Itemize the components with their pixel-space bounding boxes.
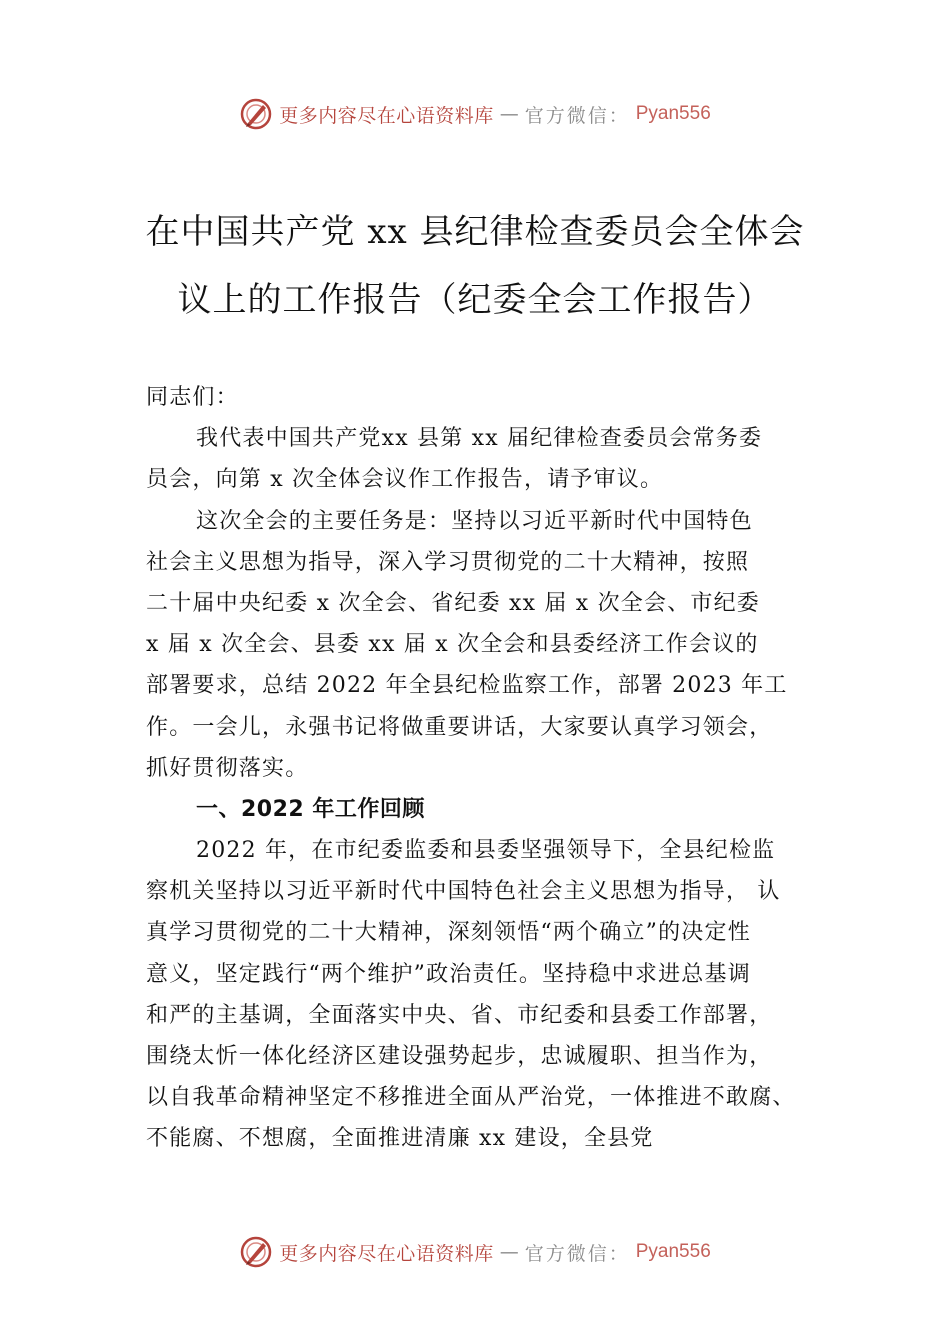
banner-dash: — xyxy=(499,1241,519,1263)
paragraph-line: 察机关坚持以习近平新时代中国特色社会主义思想为指导， 认 xyxy=(146,879,781,905)
paragraph-line: 社会主义思想为指导，深入学习贯彻党的二十大精神，按照 xyxy=(146,549,750,575)
paragraph-line: 部署要求，总结 2022 年全县纪检监察工作，部署 2023 年工 xyxy=(146,673,788,699)
paragraph-line: 围绕太忻一体化经济区建设强势起步，忠诚履职、担当作为， xyxy=(146,1044,773,1069)
paragraph-line: 抓好贯彻落实。 xyxy=(146,755,309,781)
document-title-line-1: 在中国共产党 xx 县纪律检查委员会全体会 xyxy=(145,212,805,252)
paragraph-line: 员会，向第 x 次全体会议作工作报告，请予审议。 xyxy=(146,467,664,493)
pen-seal-logo-icon xyxy=(239,97,273,131)
paragraph-line: 二十届中央纪委 x 次全会、省纪委 xx 届 x 次全会、市纪委 xyxy=(146,590,760,616)
banner-wechat-label: 官方微信： xyxy=(524,104,630,127)
pen-seal-logo-icon xyxy=(239,1235,273,1269)
paragraph-line: 我代表中国共产党xx 县第 xx 届纪律检查委员会常务委 xyxy=(196,426,763,452)
paragraph-line: 意义，坚定践行“两个维护”政治责任。坚持稳中求进总基调 xyxy=(146,961,751,987)
paragraph-line: 2022 年，在市纪委监委和县委坚强领导下，全县纪检监 xyxy=(196,838,776,864)
banner-wechat-id: Pyan556 xyxy=(635,103,711,124)
paragraph-line: 和严的主基调，全面落实中央、省、市纪委和县委工作部署， xyxy=(146,1002,773,1028)
top-watermark-banner xyxy=(0,94,950,134)
paragraph-line: 真学习贯彻党的二十大精神，深刻领悟“两个确立”的决定性 xyxy=(146,920,751,946)
paragraph-line: 作。一会儿，永强书记将做重要讲话，大家要认真学习领会， xyxy=(146,714,773,740)
greeting: 同志们： xyxy=(146,385,239,410)
paragraph-3 xyxy=(146,830,836,1160)
section-heading: 一、2022 年工作回顾 xyxy=(196,796,425,822)
paragraph-2 xyxy=(146,501,836,789)
paragraph-line: 这次全会的主要任务是：坚持以习近平新时代中国特色 xyxy=(196,508,753,534)
document-title-line-2: 议上的工作报告（纪委全会工作报告） xyxy=(177,280,773,320)
paragraph-line: x 届 x 次全会、县委 xx 届 x 次全会和县委经济工作会议的 xyxy=(146,632,759,658)
paragraph-line: 不能腐、不想腐，全面推进清廉 xx 建设，全县党 xyxy=(146,1126,654,1152)
paragraph-line: 以自我革命精神坚定不移推进全面从严治党，一体推进不敢腐、 xyxy=(146,1085,796,1111)
banner-site-name: 更多内容尽在心语资料库 xyxy=(279,104,494,127)
banner-dash: — xyxy=(499,103,519,125)
banner-site-name: 更多内容尽在心语资料库 xyxy=(279,1242,494,1265)
paragraph-1 xyxy=(146,418,836,500)
banner-wechat-id: Pyan556 xyxy=(635,1241,711,1262)
banner-wechat-label: 官方微信： xyxy=(524,1242,630,1265)
document-body xyxy=(146,377,836,1160)
bottom-watermark-banner xyxy=(0,1232,950,1272)
